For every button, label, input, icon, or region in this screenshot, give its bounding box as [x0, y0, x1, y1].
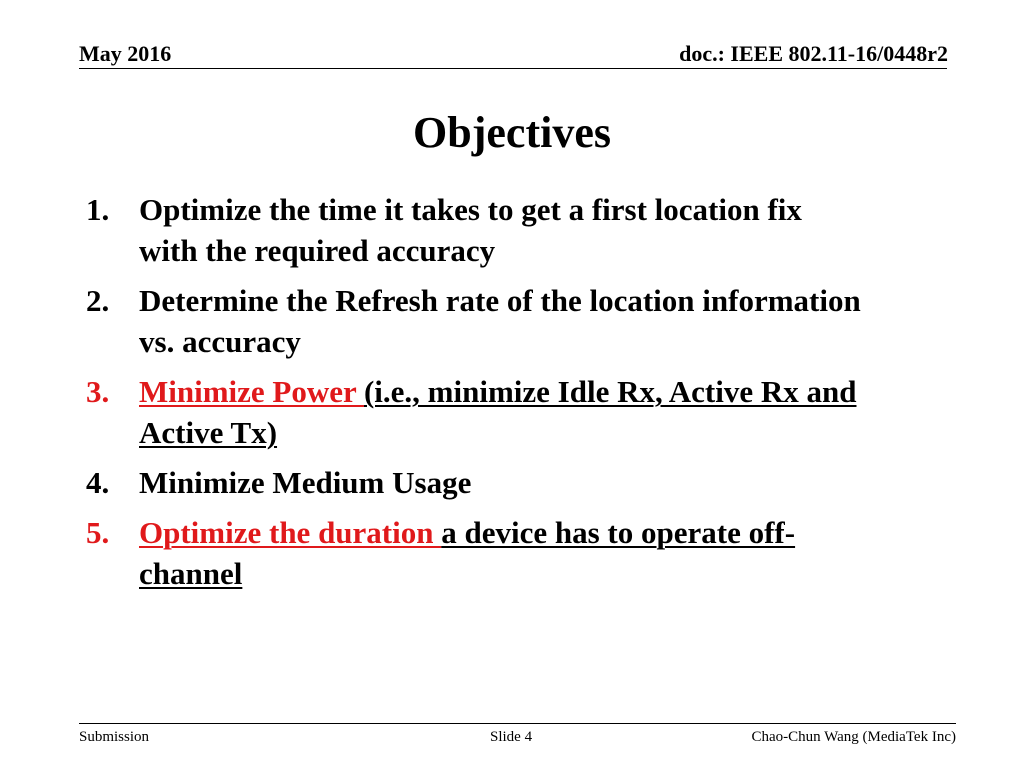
- footer-author: Chao-Chun Wang (MediaTek Inc): [751, 729, 956, 745]
- objective-number: 3.: [86, 374, 110, 409]
- slide-title: Objectives: [413, 108, 611, 157]
- objective-item-3: [86, 371, 956, 453]
- footer-divider: [79, 723, 956, 724]
- footer-submission: Submission: [79, 729, 150, 745]
- objective-text-line1: Determine the Refresh rate of the location information: [139, 283, 861, 318]
- objective-text-line2: with the required accuracy: [139, 233, 496, 268]
- header-date: May 2016: [79, 41, 172, 66]
- objective-text-line1: Optimize the time it takes to get a first location fix: [139, 192, 802, 227]
- objective-text-line2: vs. accuracy: [139, 324, 301, 359]
- objective-text-line2: channel: [139, 556, 243, 591]
- objective-item-5: [86, 512, 956, 594]
- objective-highlight: Optimize the duration: [139, 515, 442, 550]
- objective-text-line1: (i.e., minimize Idle Rx, Active Rx and: [363, 374, 857, 409]
- objective-text-line2: Active Tx): [139, 415, 278, 450]
- objective-text-line1: Minimize Medium Usage: [139, 465, 472, 500]
- objectives-list: [86, 189, 956, 603]
- objective-number: 5.: [86, 515, 110, 550]
- objective-number: 2.: [86, 283, 110, 318]
- footer-slide-number: Slide 4: [490, 729, 533, 745]
- objective-item-4: [86, 462, 956, 503]
- objective-item-2: [86, 280, 956, 362]
- objective-text-line1: a device has to operate off-: [441, 515, 796, 550]
- objective-item-1: [86, 189, 956, 271]
- objective-number: 1.: [86, 192, 110, 227]
- header-divider: [79, 68, 947, 69]
- objective-number: 4.: [86, 465, 110, 500]
- header-doc-id: doc.: IEEE 802.11-16/0448r2: [679, 41, 948, 66]
- objective-highlight: Minimize Power: [139, 374, 364, 409]
